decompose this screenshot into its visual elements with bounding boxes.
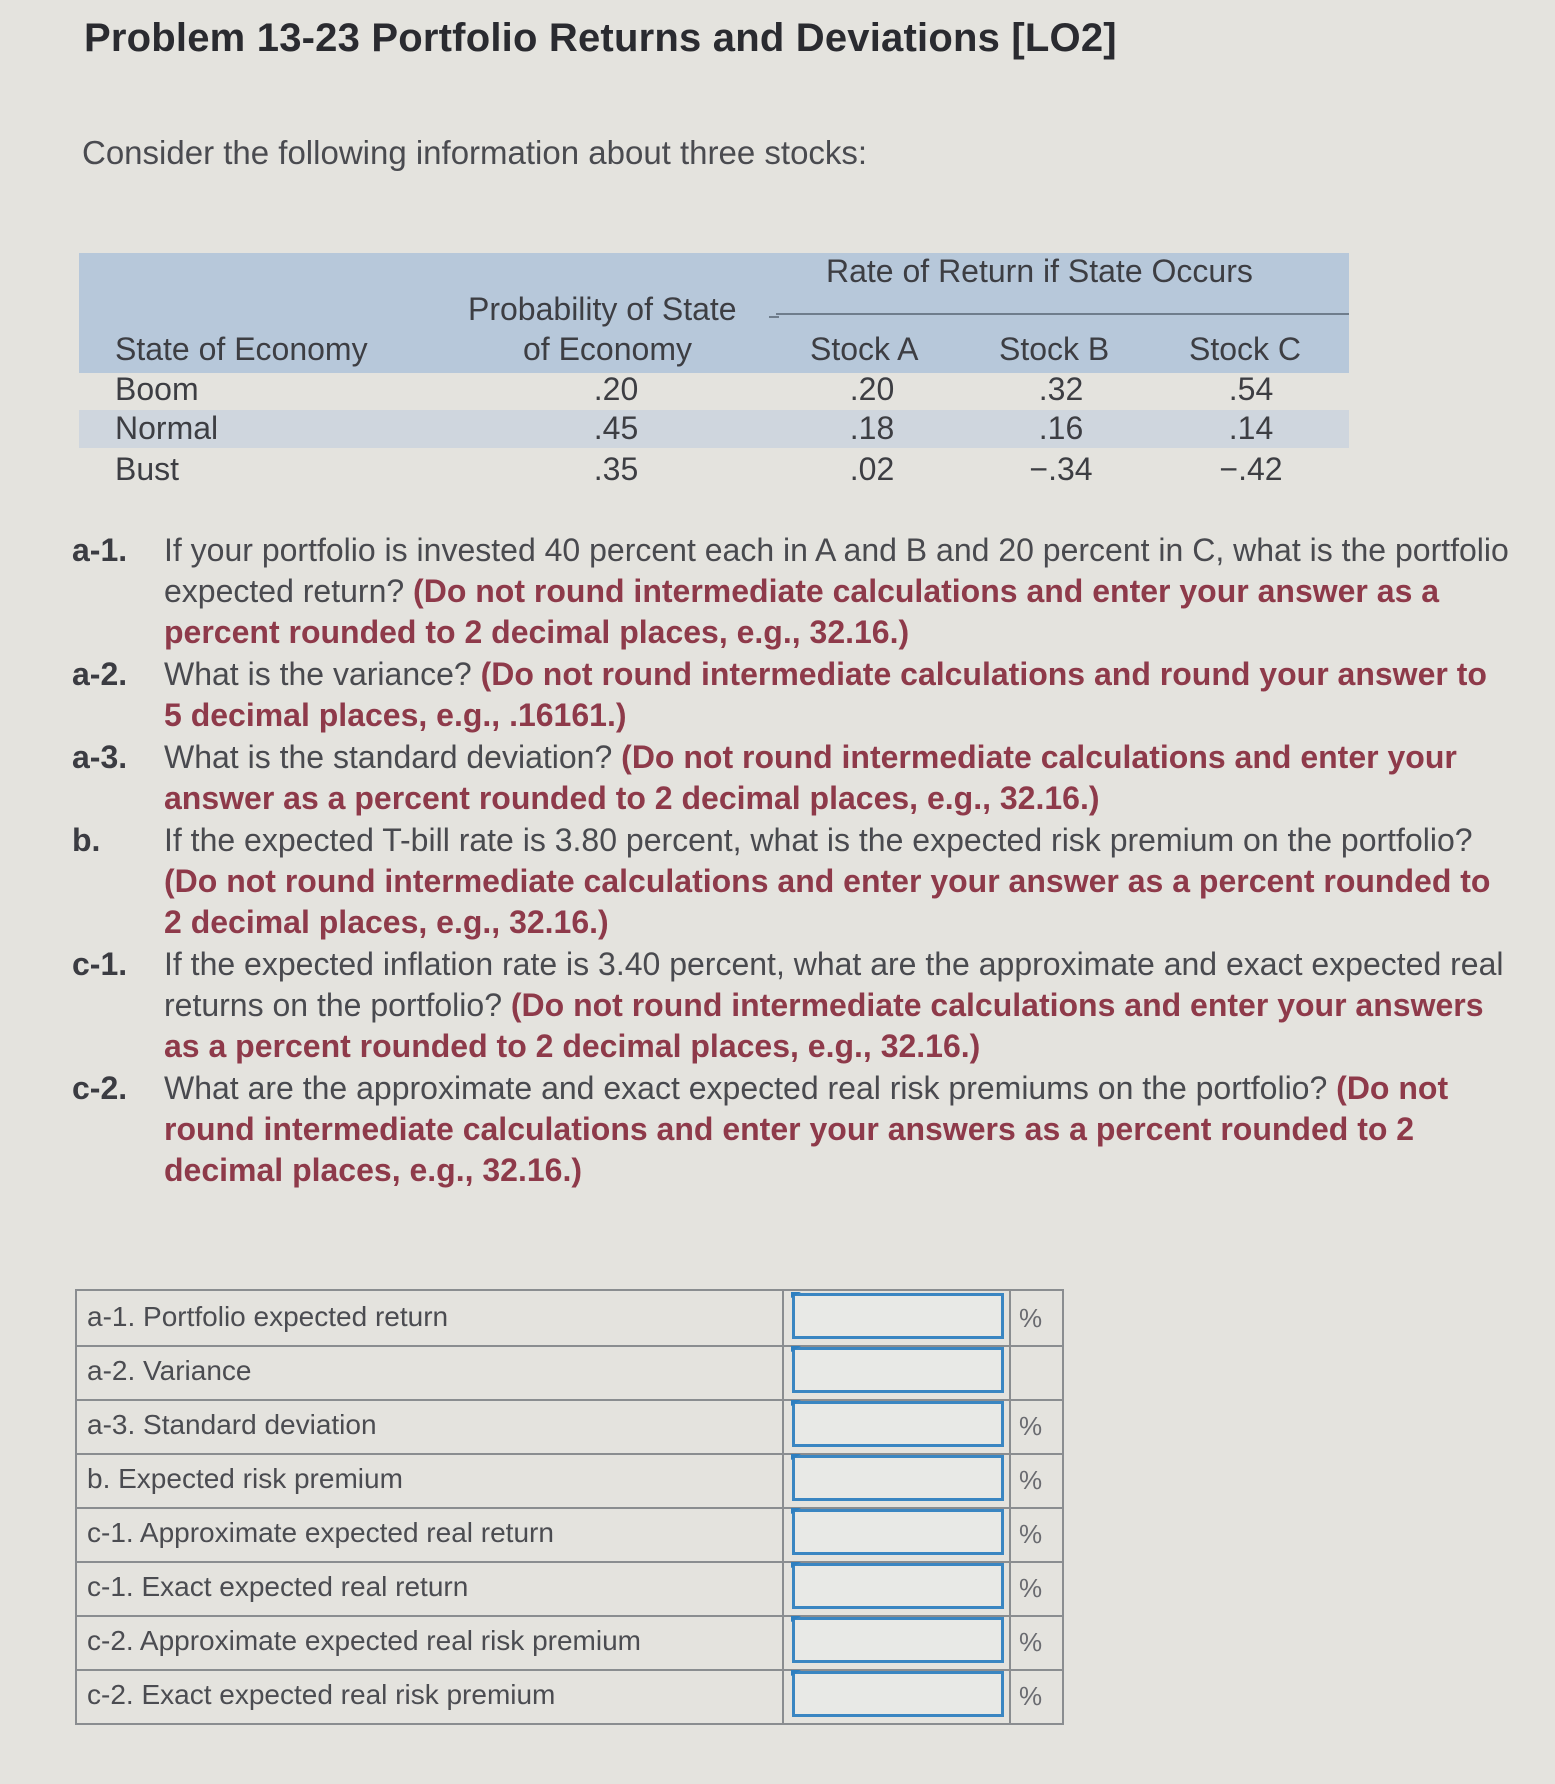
stock-returns-table — [79, 253, 1349, 495]
row-state: Boom — [115, 371, 199, 407]
answer-label: c-1. Exact expected real return — [87, 1571, 469, 1602]
variance-input[interactable] — [792, 1347, 1004, 1393]
rate-header-divider — [776, 313, 1349, 315]
percent-unit: % — [1019, 1627, 1043, 1657]
exact-real-return-input[interactable] — [792, 1563, 1004, 1609]
answer-label: a-1. Portfolio expected return — [87, 1301, 449, 1332]
question-instruction: (Do not round intermediate calculations and enter your answer as a percent rounded to 2 decimal places, e.g., 32.16.) — [164, 739, 1457, 816]
question-label: b. — [72, 822, 101, 858]
input-marker-icon — [791, 1562, 801, 1568]
answer-row — [77, 1615, 1062, 1671]
question-label: c-1. — [72, 946, 128, 982]
stock-a-header: Stock A — [810, 331, 919, 367]
input-marker-icon — [791, 1670, 801, 1676]
answer-row — [77, 1345, 1062, 1401]
question-text: What are the approximate and exact expected real risk premiums on the portfolio? — [164, 1070, 1328, 1106]
input-marker-icon — [791, 1616, 801, 1622]
row-stock-b: .32 — [1038, 371, 1084, 407]
question-item — [72, 737, 1512, 819]
answer-label: b. Expected risk premium — [87, 1463, 403, 1494]
answer-row — [77, 1669, 1062, 1723]
question-instruction: (Do not round intermediate calculations and enter your answers as a percent rounded to 2 decimal places, e.g., 32.16.) — [164, 1070, 1449, 1188]
answer-row — [77, 1561, 1062, 1617]
answer-row — [77, 1399, 1062, 1455]
rate-of-return-header: Rate of Return if State Occurs — [826, 253, 1253, 289]
answer-row — [77, 1507, 1062, 1563]
percent-unit: % — [1019, 1681, 1043, 1711]
answer-label: a-3. Standard deviation — [87, 1409, 377, 1440]
row-stock-c: .54 — [1228, 371, 1274, 407]
row-stock-b: −.34 — [1029, 451, 1093, 487]
probability-header-line2: of Economy — [523, 331, 692, 367]
input-marker-icon — [791, 1292, 801, 1298]
row-state: Bust — [115, 451, 180, 487]
page-title: Problem 13-23 Portfolio Returns and Deviations [LO2] — [84, 16, 1117, 60]
row-prob: .20 — [593, 371, 639, 407]
row-state: Normal — [115, 410, 219, 446]
question-instruction: (Do not round intermediate calculations and enter your answer as a percent rounded to 2 decimal places, e.g., 32.16.) — [164, 573, 1440, 650]
answer-label: c-2. Exact expected real risk premium — [87, 1679, 556, 1710]
row-prob: .35 — [593, 451, 639, 487]
question-instruction: (Do not round intermediate calculations and enter your answers as a percent rounded to 2 decimal places, e.g., 32.16.) — [164, 987, 1484, 1064]
answer-label: c-1. Approximate expected real return — [87, 1517, 554, 1548]
answer-table — [75, 1289, 1064, 1725]
question-instruction: (Do not round intermediate calculations and enter your answer as a percent rounded to 2 decimal places, e.g., 32.16.) — [164, 863, 1491, 940]
probability-header-line1: Probability of State — [468, 291, 737, 327]
answer-row — [77, 1291, 1062, 1347]
input-marker-icon — [791, 1346, 801, 1352]
question-instruction: (Do not round intermediate calculations and round your answer to 5 decimal places, e.g., .16161.) — [164, 656, 1487, 733]
question-text: If the expected inflation rate is 3.40 percent, what are the approximate and exact expected real returns on the portfolio? — [164, 946, 1504, 1023]
percent-unit: % — [1019, 1573, 1043, 1603]
question-label: a-3. — [72, 739, 128, 775]
input-marker-icon — [791, 1454, 801, 1460]
question-label: c-2. — [72, 1070, 128, 1106]
percent-unit: % — [1019, 1303, 1043, 1333]
approx-real-return-input[interactable] — [792, 1509, 1004, 1555]
intro-text: Consider the following information about three stocks: — [82, 134, 868, 171]
stock-c-header: Stock C — [1189, 331, 1302, 367]
percent-unit: % — [1019, 1519, 1043, 1549]
percent-unit: % — [1019, 1411, 1043, 1441]
answer-label: c-2. Approximate expected real risk premium — [87, 1625, 641, 1656]
question-item — [72, 530, 1512, 653]
state-header: State of Economy — [115, 331, 368, 367]
question-item — [72, 820, 1512, 943]
question-text: What is the variance? — [164, 656, 472, 692]
question-list — [72, 530, 1512, 1192]
normal-row-band — [79, 410, 1349, 448]
exact-real-risk-premium-input[interactable] — [792, 1671, 1004, 1717]
question-item — [72, 944, 1512, 1067]
answer-label: a-2. Variance — [87, 1355, 252, 1386]
question-item — [72, 1068, 1512, 1191]
row-stock-a: .18 — [849, 410, 895, 446]
row-stock-a: .02 — [849, 451, 895, 487]
question-label: a-2. — [72, 656, 128, 692]
row-stock-c: .14 — [1228, 410, 1274, 446]
portfolio-expected-return-input[interactable] — [792, 1293, 1004, 1339]
input-marker-icon — [791, 1400, 801, 1406]
expected-risk-premium-input[interactable] — [792, 1455, 1004, 1501]
input-marker-icon — [791, 1508, 801, 1514]
row-stock-b: .16 — [1038, 410, 1084, 446]
question-label: a-1. — [72, 532, 128, 568]
approx-real-risk-premium-input[interactable] — [792, 1617, 1004, 1663]
standard-deviation-input[interactable] — [792, 1401, 1004, 1447]
answer-row — [77, 1453, 1062, 1509]
row-prob: .45 — [593, 410, 639, 446]
question-item — [72, 654, 1512, 736]
question-text: If the expected T-bill rate is 3.80 percent, what is the expected risk premium on the portfolio? — [164, 822, 1473, 858]
question-text: What is the standard deviation? — [164, 739, 613, 775]
prob-header-dash — [769, 316, 779, 318]
row-stock-a: .20 — [849, 371, 895, 407]
percent-unit: % — [1019, 1465, 1043, 1495]
stock-b-header: Stock B — [999, 331, 1110, 367]
row-stock-c: −.42 — [1219, 451, 1283, 487]
question-text: If your portfolio is invested 40 percent each in A and B and 20 percent in C, what is the portfolio expected return? — [164, 532, 1509, 609]
